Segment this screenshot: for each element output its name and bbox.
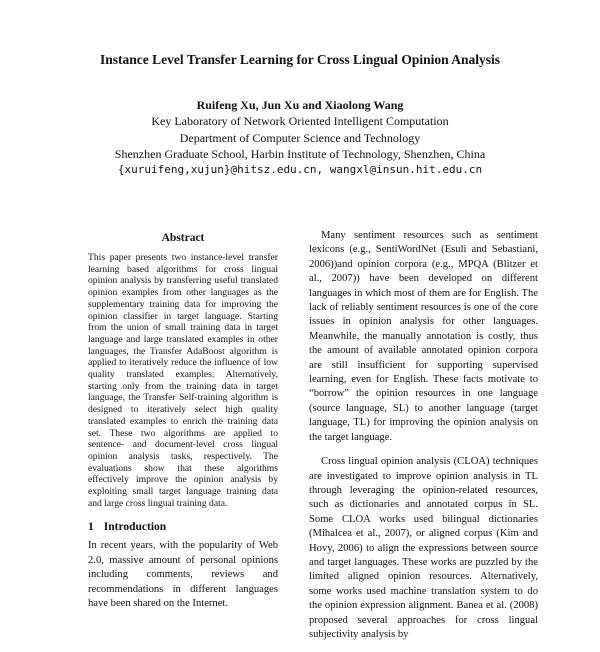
- section-heading-introduction: [88, 521, 278, 533]
- right-column: [309, 229, 538, 652]
- author-emails: {xuruifeng,xujun}@hitsz.edu.cn, wangxl@insun.hit.edu.cn: [117, 163, 483, 177]
- paper-title: Instance Level Transfer Learning for Cross Lingual Opinion Analysis: [99, 52, 501, 67]
- section-number: 1: [88, 521, 94, 534]
- section-title: Introduction: [103, 521, 167, 534]
- author-names: Ruifeng Xu, Jun Xu and Xiaolong Wang: [196, 98, 404, 112]
- abstract-text: This paper presents two instance-level transfer learning based algorithms for cross lingual opinion analysis by transferring useful translated opinion examples from other languages as the supplementary training data for improving the opinion classifier in target language. Starting from the union of small training data in target language and large translated examples in other languages, the Transfer AdaBoost algorithm is applied to iteratively reduce the influence of low quality translated examples. Alternatively, starting only from the training data in target language, the Transfer Self-training algorithm is designed to iteratively select high quality translated examples to enrich the training data set. These two algorithms are applied to sentence- and document-level cross lingual opinion analysis tasks, respectively. The evaluations show that these algorithms effectively improve the opinion analysis by exploiting small target language training data and large cross lingual training data.: [88, 252, 278, 509]
- left-column: [88, 232, 278, 612]
- affiliation-line: Key Laboratory of Network Oriented Intelligent Computation: [151, 114, 449, 129]
- affiliation-line: Shenzhen Graduate School, Harbin Institute of Technology, Shenzhen, China: [114, 146, 486, 161]
- affiliation-line: Department of Computer Science and Technology: [179, 130, 421, 145]
- abstract-heading: Abstract: [161, 232, 205, 244]
- introduction-paragraph: In recent years, with the popularity of Web 2.0, massive amount of personal opinions including comments, reviews and recommendations in different languages have been shared on the Internet.: [88, 540, 278, 610]
- body-paragraph: Cross lingual opinion analysis (CLOA) techniques are investigated to improve opinion analysis in TL through leveraging the opinion-related resources, such as dictionaries and annotated corpus in SL. Some CLOA works used bilingual dictionaries (Mihalcea et al., 2007), or aligned corpus (Kim and Hovy, 2006) to align the expressions between source and target languages. These works are puzzled by the limited aligned opinion resources. Alternatively, some works used machine translation system to do the opinion expression alignment. Banea et al. (2008) proposed several approaches for cross lingual subjectivity analysis by: [309, 456, 538, 640]
- author-block: [0, 97, 600, 178]
- body-paragraph: Many sentiment resources such as sentiment lexicons (e.g., SentiWordNet (Esuli and Sebastiani, 2006))and opinion corpora (e.g., MPQA (Blitzer et al., 2007)) have been developed on different languages in which most of them are for English. The lack of reliably sentiment resources is one of the core issues in opinion analysis for other languages. Meanwhile, the manually annotation is costly, thus the amount of available annotated opinion corpora are still insufficient for supporting supervised learning, even for English. These facts motivate to “borrow” the opinion resources in one language (source language, SL) to another language (target language, TL) for improving the opinion analysis on the target language.: [309, 230, 538, 443]
